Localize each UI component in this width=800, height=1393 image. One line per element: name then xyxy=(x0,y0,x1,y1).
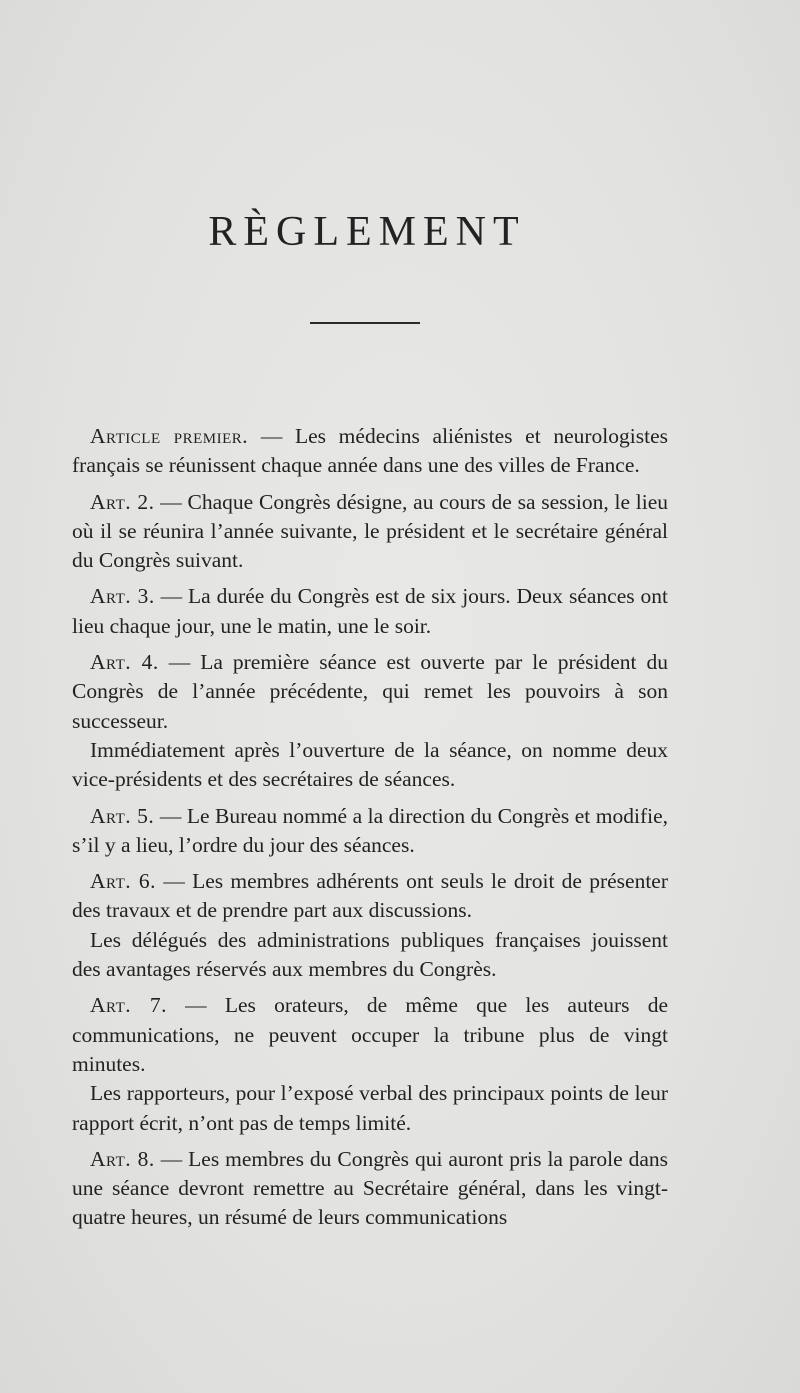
article-text: — Le Bureau nommé a la direction du Congrès et modifie, s’il y a lieu, l’ordre du jour des séances. xyxy=(72,803,669,857)
article-2 xyxy=(72,488,668,576)
article-label: Art. 4. xyxy=(90,650,159,675)
article-label: Art. 8. xyxy=(90,1146,155,1171)
article-label: Art. 3. xyxy=(90,584,155,609)
article-3 xyxy=(72,582,668,641)
title-divider xyxy=(310,322,420,324)
article-label: Article premier. xyxy=(90,424,249,448)
article-text: — Les membres adhérents ont seuls le droit de présenter des travaux et de prendre part aux discussions. xyxy=(72,869,669,923)
article-label: Art. 7. xyxy=(90,993,167,1018)
article-8 xyxy=(72,1145,668,1233)
article-5 xyxy=(72,802,668,861)
article-4-continuation xyxy=(72,736,668,795)
article-text: — Chaque Congrès désigne, au cours de sa session, le lieu où il se réunira l’année suivante, le président et le secrétaire général du Congrès suivant. xyxy=(72,489,668,573)
article-label: Art. 5. xyxy=(90,803,155,828)
article-7 xyxy=(72,991,668,1079)
regulation-text xyxy=(72,422,668,1233)
article-text: Les délégués des administrations publiques françaises jouissent des avantages réservés aux membres du Congrès. xyxy=(72,927,668,982)
article-label: Art. 2. xyxy=(90,489,155,514)
article-text: — Les orateurs, de même que les auteurs de communications, ne peuvent occuper la tribune plus de vingt minutes. xyxy=(72,993,668,1076)
article-6-continuation xyxy=(72,926,668,985)
article-label: Art. 6. xyxy=(90,869,157,894)
article-text: — La première séance est ouverte par le président du Congrès de l’année précédente, qui remet les pouvoirs à son successeur. xyxy=(72,650,668,733)
article-4 xyxy=(72,648,668,736)
article-6 xyxy=(72,867,668,926)
article-text: — Les membres du Congrès qui auront pris la parole dans une séance devront remettre au Secrétaire général, dans les vingt-quatre heures, un résumé de leurs communications xyxy=(72,1146,668,1230)
page-title: RÈGLEMENT xyxy=(208,209,526,255)
article-text: Les rapporteurs, pour l’exposé verbal des principaux points de leur rapport écrit, n’ont pas de temps limité. xyxy=(72,1081,668,1135)
article-7-continuation xyxy=(72,1079,668,1138)
article-1 xyxy=(72,422,668,481)
article-text: — La durée du Congrès est de six jours. Deux séances ont lieu chaque jour, une le matin, une le soir. xyxy=(72,584,668,638)
article-text: Immédiatement après l’ouverture de la séance, on nomme deux vice-présidents et des secrétaires de séances. xyxy=(72,737,668,792)
article-text: — Les médecins aliénistes et neurologistes français se réunissent chaque année dans une des villes de France. xyxy=(72,424,669,478)
